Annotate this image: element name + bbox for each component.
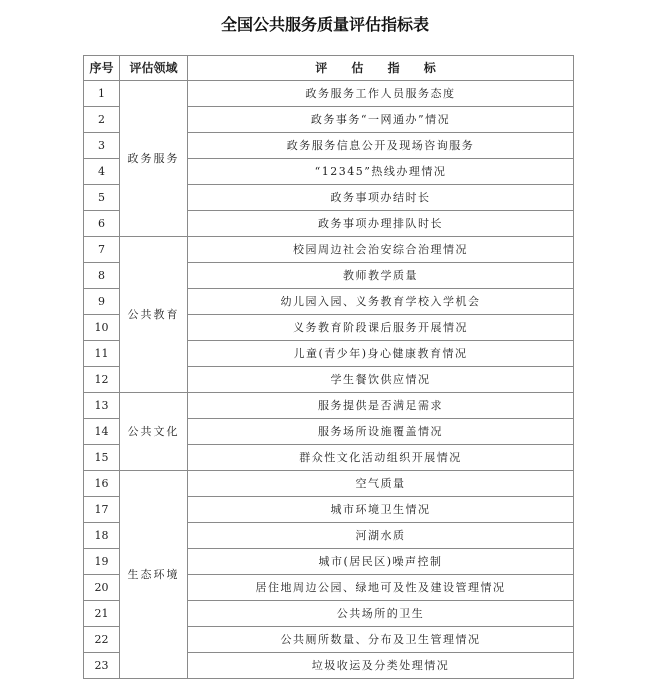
header-no: 序号 [84, 56, 120, 81]
row-number: 12 [84, 367, 120, 393]
row-number: 14 [84, 419, 120, 445]
indicator-cell: 居住地周边公园、绿地可及性及建设管理情况 [188, 575, 574, 601]
indicator-cell: 群众性文化活动组织开展情况 [188, 445, 574, 471]
indicator-cell: 公共场所的卫生 [188, 601, 574, 627]
table-row [84, 81, 574, 107]
row-number: 21 [84, 601, 120, 627]
domain-cell: 公共文化 [120, 393, 188, 471]
domain-cell: 公共教育 [120, 237, 188, 393]
indicator-cell: 政务服务信息公开及现场咨询服务 [188, 133, 574, 159]
indicator-cell: 教师教学质量 [188, 263, 574, 289]
indicator-cell: 垃圾收运及分类处理情况 [188, 653, 574, 679]
indicator-cell: 儿童(青少年)身心健康教育情况 [188, 341, 574, 367]
row-number: 1 [84, 81, 120, 107]
indicator-cell: 公共厕所数量、分布及卫生管理情况 [188, 627, 574, 653]
indicator-cell: 服务提供是否满足需求 [188, 393, 574, 419]
table-body [84, 81, 574, 679]
indicator-cell: 政务事项办结时长 [188, 185, 574, 211]
indicator-cell: 河湖水质 [188, 523, 574, 549]
page-title: 全国公共服务质量评估指标表 [220, 15, 429, 34]
indicator-cell: 空气质量 [188, 471, 574, 497]
row-number: 8 [84, 263, 120, 289]
indicator-cell: 城市环境卫生情况 [188, 497, 574, 523]
indicator-cell: 政务事务“一网通办”情况 [188, 107, 574, 133]
domain-cell: 政务服务 [120, 81, 188, 237]
indicator-table [83, 55, 574, 679]
domain-cell: 生态环境 [120, 471, 188, 679]
indicator-cell: 城市(居民区)噪声控制 [188, 549, 574, 575]
table-row [84, 393, 574, 419]
indicator-cell: 服务场所设施覆盖情况 [188, 419, 574, 445]
row-number: 19 [84, 549, 120, 575]
row-number: 11 [84, 341, 120, 367]
table-header-row [84, 56, 574, 81]
row-number: 7 [84, 237, 120, 263]
table-row [84, 237, 574, 263]
table-row [84, 471, 574, 497]
row-number: 17 [84, 497, 120, 523]
row-number: 2 [84, 107, 120, 133]
row-number: 10 [84, 315, 120, 341]
indicator-cell: 校园周边社会治安综合治理情况 [188, 237, 574, 263]
row-number: 13 [84, 393, 120, 419]
indicator-cell: 政务事项办理排队时长 [188, 211, 574, 237]
row-number: 6 [84, 211, 120, 237]
header-indicator: 评 估 指 标 [188, 56, 574, 81]
row-number: 4 [84, 159, 120, 185]
row-number: 5 [84, 185, 120, 211]
row-number: 15 [84, 445, 120, 471]
row-number: 18 [84, 523, 120, 549]
row-number: 9 [84, 289, 120, 315]
indicator-cell: 义务教育阶段课后服务开展情况 [188, 315, 574, 341]
row-number: 3 [84, 133, 120, 159]
row-number: 23 [84, 653, 120, 679]
header-domain: 评估领域 [120, 56, 188, 81]
row-number: 22 [84, 627, 120, 653]
indicator-cell: “12345”热线办理情况 [188, 159, 574, 185]
row-number: 16 [84, 471, 120, 497]
indicator-cell: 幼儿园入园、义务教育学校入学机会 [188, 289, 574, 315]
row-number: 20 [84, 575, 120, 601]
indicator-cell: 学生餐饮供应情况 [188, 367, 574, 393]
indicator-cell: 政务服务工作人员服务态度 [188, 81, 574, 107]
